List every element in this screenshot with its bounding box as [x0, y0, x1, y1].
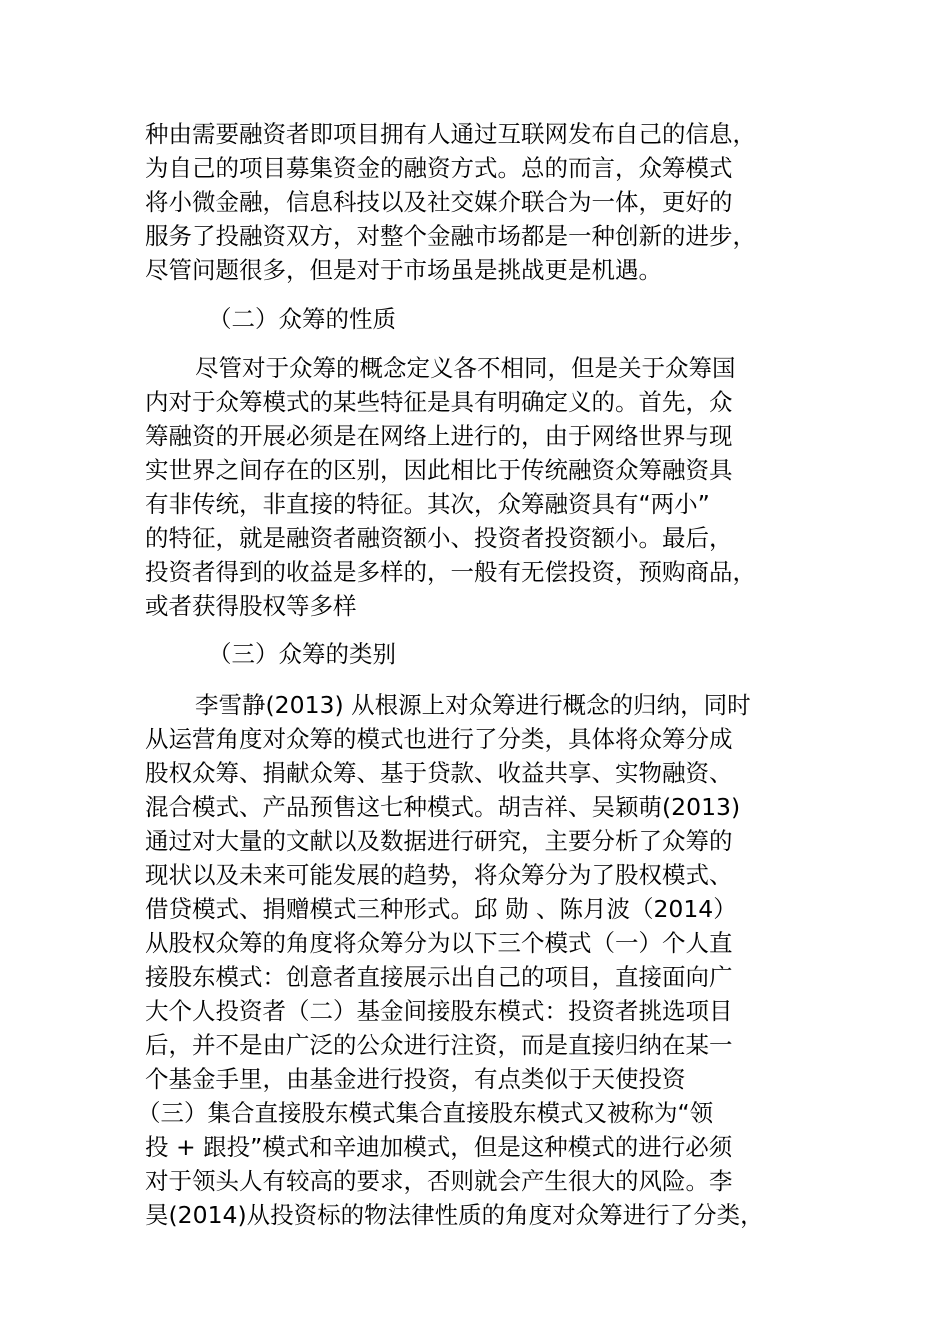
text-line: 个基金手里，由基金进行投资，有点类似于天使投资 — [145, 1065, 686, 1093]
text-line: 或者获得股权等多样 — [145, 592, 357, 620]
text-line: 混合模式、产品预售这七种模式。胡吉祥、吴颖萌(2013) — [145, 793, 741, 821]
text-line: 将小微金融，信息科技以及社交媒介联合为一体，更好的 — [145, 188, 733, 216]
text-line: 从运营角度对众筹的模式也进行了分类，具体将众筹分成 — [145, 725, 733, 753]
text-line: 服务了投融资双方，对整个金融市场都是一种创新的进步， — [145, 222, 756, 250]
text-line: （三）集合直接股东模式集合直接股东模式又被称为“领 — [137, 1099, 714, 1127]
text-line: 投 + 跟投”模式和辛迪加模式，但是这种模式的进行必须 — [145, 1133, 733, 1161]
text-line: 内对于众筹模式的某些特征是具有明确定义的。首先，众 — [145, 388, 733, 416]
text-line: 种由需要融资者即项目拥有人通过互联网发布自己的信息， — [145, 120, 756, 148]
text-line: 后，并不是由广泛的公众进行注资，而是直接归纳在某一 — [145, 1031, 733, 1059]
text-line: 李雪静(2013) 从根源上对众筹进行概念的归纳，同时 — [195, 691, 751, 719]
text-line: 投资者得到的收益是多样的，一般有无偿投资，预购商品， — [145, 558, 756, 586]
text-line: 尽管问题很多，但是对于市场虽是挑战更是机遇。 — [145, 256, 662, 284]
text-line: 从股权众筹的角度将众筹分为以下三个模式（一）个人直 — [145, 929, 733, 957]
text-line: 大个人投资者（二）基金间接股东模式：投资者挑选项目 — [145, 997, 733, 1025]
text-line: 对于领头人有较高的要求，否则就会产生很大的风险。李 — [145, 1167, 733, 1195]
text-line: 现状以及未来可能发展的趋势，将众筹分为了股权模式、 — [145, 861, 733, 889]
text-line: 股权众筹、捐献众筹、基于贷款、收益共享、实物融资、 — [145, 759, 733, 787]
text-line: 实世界之间存在的区别，因此相比于传统融资众筹融资具 — [145, 456, 733, 484]
text-line: 借贷模式、捐赠模式三种形式。邱 勋 、陈月波（2014） — [145, 895, 737, 923]
text-line: 昊(2014)从投资标的物法律性质的角度对众筹进行了分类， — [145, 1201, 764, 1229]
text-line: 为自己的项目募集资金的融资方式。总的而言，众筹模式 — [145, 154, 733, 182]
section-heading-categories: （三）众筹的类别 — [208, 640, 396, 668]
text-line: 的特征，就是融资者融资额小、投资者投资额小。最后， — [145, 524, 733, 552]
section-heading-nature: （二）众筹的性质 — [208, 305, 396, 333]
text-line: 接股东模式：创意者直接展示出自己的项目，直接面向广 — [145, 963, 733, 991]
text-line: 通过对大量的文献以及数据进行研究，主要分析了众筹的 — [145, 827, 733, 855]
text-line: 有非传统，非直接的特征。其次，众筹融资具有“两小” — [145, 490, 710, 518]
text-line: 筹融资的开展必须是在网络上进行的，由于网络世界与现 — [145, 422, 733, 450]
text-line: 尽管对于众筹的概念定义各不相同，但是关于众筹国 — [195, 354, 736, 382]
